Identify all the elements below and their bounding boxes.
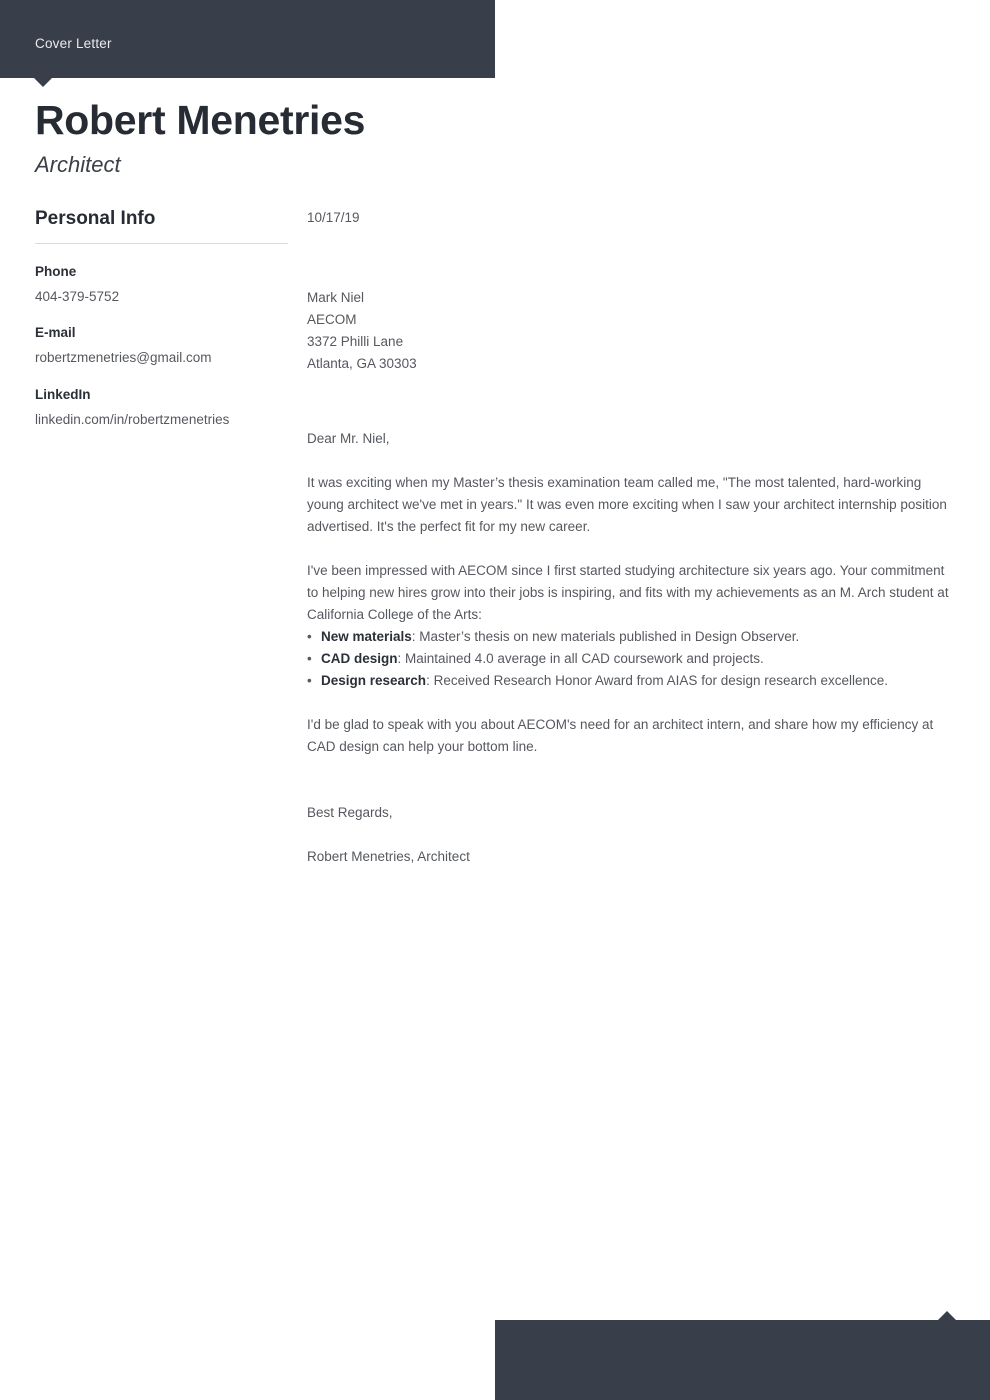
achievement-lead-1: New materials	[321, 628, 412, 644]
letter-closing: Best Regards,	[307, 804, 393, 820]
achievement-lead-2: CAD design	[321, 650, 398, 666]
recipient-company: AECOM	[307, 311, 357, 327]
letter-body	[307, 208, 955, 867]
letter-paragraph-2: I've been impressed with AECOM since I first started studying architecture six years ago. Your commitment to helping new hires grow into their jobs is inspiring, and fits with my achievements as an M. Arch student at California College of the Arts:	[307, 562, 949, 622]
achievement-list	[307, 626, 955, 692]
top-banner	[0, 0, 495, 78]
personal-info-heading: Personal Info	[35, 208, 156, 229]
list-item	[307, 648, 955, 670]
recipient-city-state-zip: Atlanta, GA 30303	[307, 355, 417, 371]
applicant-name: Robert Menetries	[35, 97, 366, 143]
contact-label-email: E-mail	[35, 325, 76, 341]
document-type-label: Cover Letter	[35, 36, 112, 51]
achievement-text-2: : Maintained 4.0 average in all CAD coursework and projects.	[397, 650, 764, 666]
contact-item-linkedin	[35, 385, 288, 431]
contact-value-email[interactable]: robertzmenetries@gmail.com	[35, 350, 212, 366]
letter-paragraph-3: I'd be glad to speak with you about AECOM's need for an architect intern, and share how my efficiency at CAD design can help your bottom line.	[307, 716, 934, 754]
bottom-banner	[495, 1320, 990, 1400]
personal-info-section	[35, 208, 288, 446]
top-banner-notch-icon	[34, 78, 52, 87]
applicant-job-title: Architect	[35, 152, 121, 178]
achievement-text-3: : Received Research Honor Award from AIAS for design research excellence.	[426, 672, 889, 688]
letter-date: 10/17/19	[307, 210, 360, 225]
contact-label-phone: Phone	[35, 263, 77, 279]
letter-paragraph-1: It was exciting when my Master’s thesis examination team called me, "The most talented, hard-working young architect we've met in years." It was even more exciting when I saw your architect internship position advertised. It's the perfect fit for my new career.	[307, 474, 947, 534]
contact-value-linkedin[interactable]: linkedin.com/in/robertzmenetries	[35, 411, 230, 427]
letter-salutation: Dear Mr. Niel,	[307, 431, 390, 447]
contact-label-linkedin: LinkedIn	[35, 386, 91, 402]
recipient-name: Mark Niel	[307, 289, 365, 305]
recipient-block	[307, 287, 955, 374]
bottom-banner-notch-icon	[938, 1311, 956, 1320]
contact-item-email	[35, 323, 288, 369]
letter-header	[35, 96, 595, 179]
personal-info-divider	[35, 243, 288, 244]
achievement-text-1: : Master’s thesis on new materials published in Design Observer.	[411, 628, 800, 644]
contact-value-phone[interactable]: 404-379-5752	[35, 288, 120, 304]
contact-item-phone	[35, 262, 288, 308]
recipient-street: 3372 Philli Lane	[307, 333, 404, 349]
list-item	[307, 626, 955, 648]
letter-signature: Robert Menetries, Architect	[307, 848, 470, 864]
list-item	[307, 670, 955, 692]
achievement-lead-3: Design research	[321, 672, 427, 688]
